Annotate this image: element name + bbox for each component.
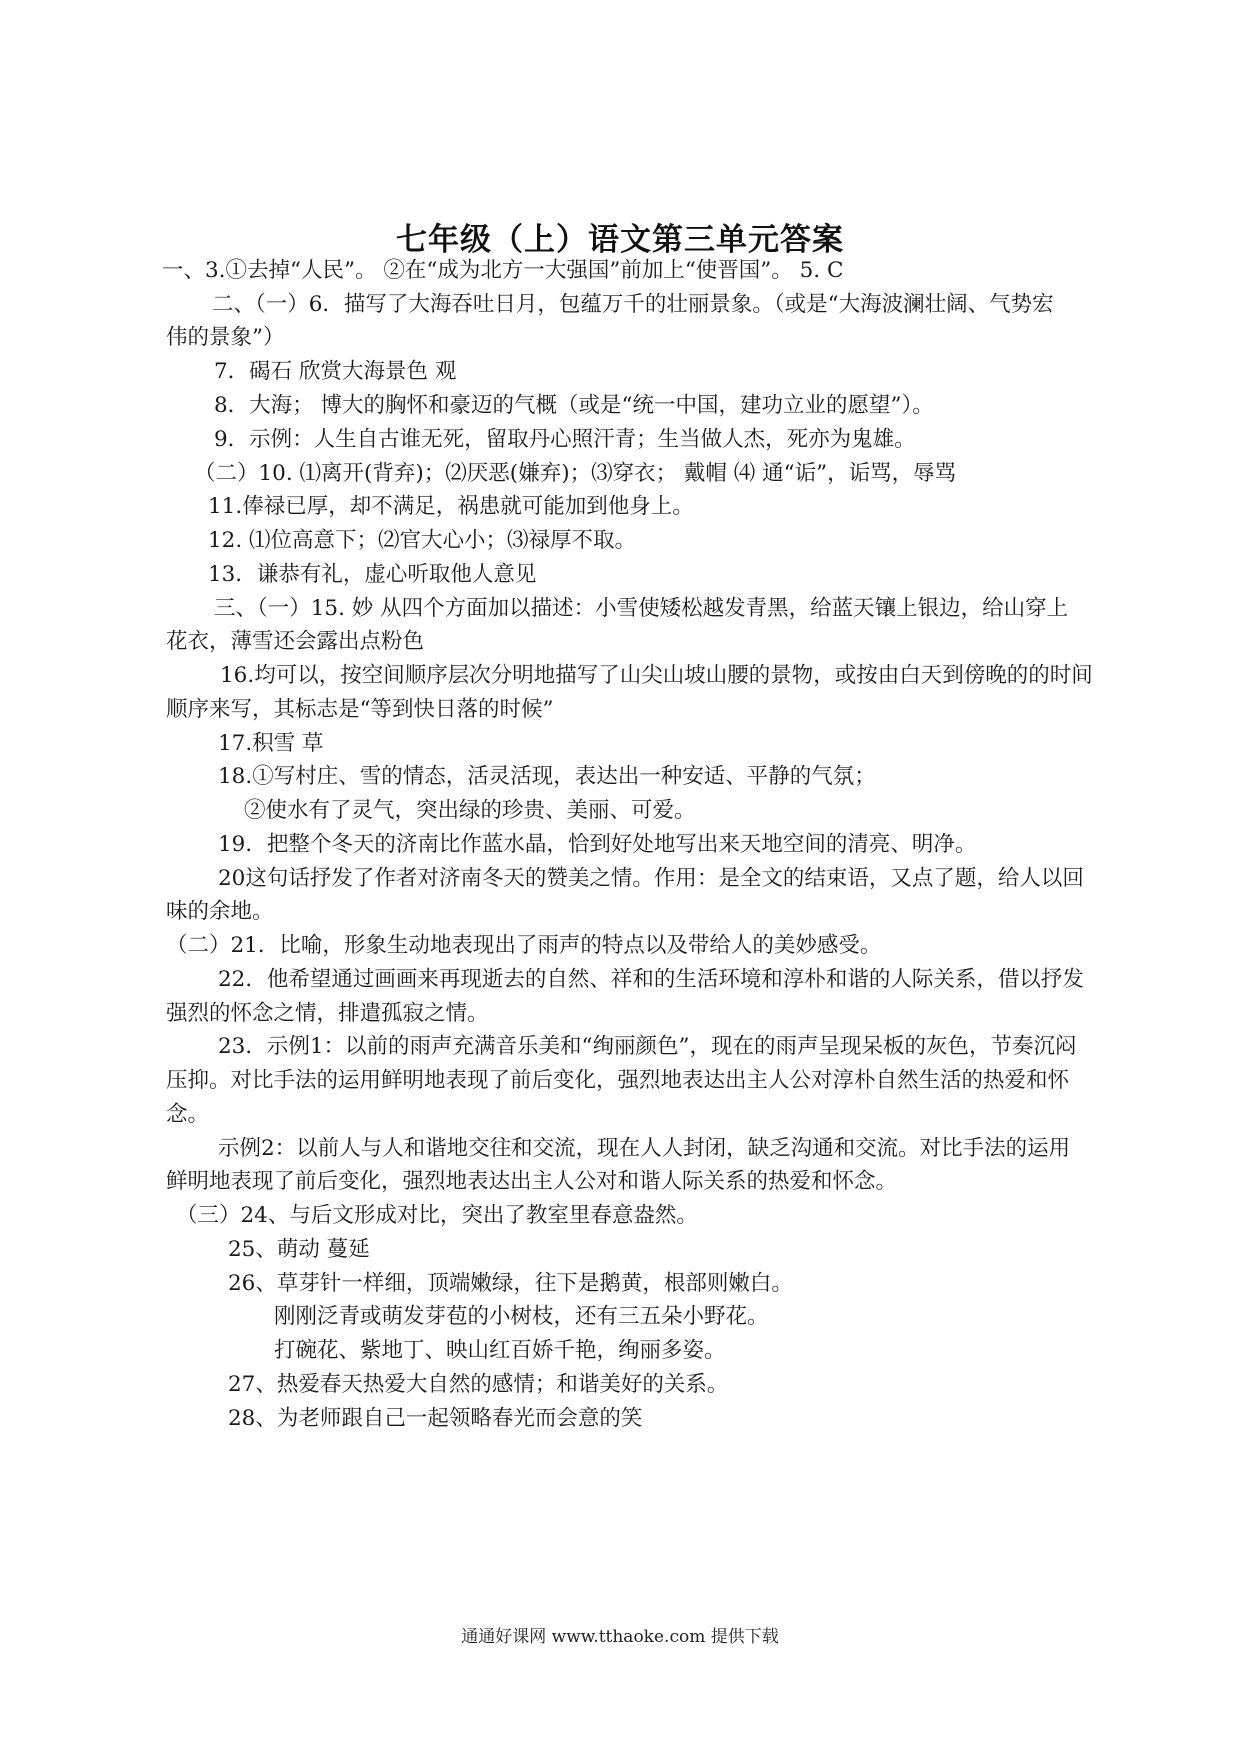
answer-line: 伟的景象”） [166,325,285,350]
answer-line: 23．示例1：以前的雨声充满音乐美和“绚丽颜色”，现在的雨声呈现呆板的灰色，节奏沉闷 [218,1034,1077,1059]
answer-line: 28、为老师跟自己一起领略春光而会意的笑 [228,1406,643,1431]
answer-line: 20这句话抒发了作者对济南冬天的赞美之情。作用：是全文的结束语，又点了题，给人以回 [218,866,1084,891]
answer-line: 花衣，薄雪还会露出点粉色 [166,629,425,654]
answer-line: 鲜明地表现了前后变化，强烈地表达出主人公对和谐人际关系的热爱和怀念。 [166,1169,898,1194]
answer-line: 22．他希望通过画画来再现逝去的自然、祥和的生活环境和淳朴和谐的人际关系，借以抒发 [218,967,1084,992]
footer-source: 通通好课网 www.tthaoke.com 提供下载 [461,1627,779,1647]
answer-line: 16.均可以，按空间顺序层次分明地描写了山尖山坡山腰的景物，或按由白天到傍晚的的时间 [220,663,1093,688]
answer-line: 二、（一）6．描写了大海吞吐日月，包蕴万千的壮丽景象。（或是“大海波澜壮阔、气势宏 [212,292,1054,317]
answer-line: 强烈的怀念之情，排遣孤寂之情。 [166,1001,489,1026]
answer-line: 刚刚泛青或萌发芽苞的小树枝，还有三五朵小野花。 [274,1304,769,1329]
answer-line: 压抑。对比手法的运用鲜明地表现了前后变化，强烈地表达出主人公对淳朴自然生活的热爱和怀 [166,1068,1070,1093]
answer-line: ②使水有了灵气，突出绿的珍贵、美丽、可爱。 [244,798,696,823]
answer-line: （三）24、与后文形成对比，突出了教室里春意盎然。 [176,1203,698,1228]
answer-line: 一、3.①去掉“人民”。 ②在“成为北方一大强国”前加上“使晋国”。 5. C [162,258,844,283]
answer-line: 18.①写村庄、雪的情态，活灵活现，表达出一种安适、平静的气氛； [218,764,876,789]
answer-line: 7．碣石 欣赏大海景色 观 [214,359,457,384]
answer-line: 27、热爱春天热爱大自然的感情；和谐美好的关系。 [228,1372,729,1397]
answer-line: 26、草芽针一样细，顶端嫩绿，往下是鹅黄，根部则嫩白。 [228,1271,793,1296]
answer-line: 念。 [166,1102,210,1127]
answer-line: （二）10. ⑴离开(背弃)；⑵厌恶(嫌弃)；⑶穿衣； 戴帽 ⑷ 通“诟”，诟骂，辱骂 [194,461,957,486]
answer-line: 示例2：以前人与人和谐地交往和交流，现在人人封闭，缺乏沟通和交流。对比手法的运用 [218,1136,1071,1161]
answer-line: 11.俸禄已厚，却不满足，祸患就可能加到他身上。 [208,494,694,519]
answer-line: 9．示例：人生自古谁无死，留取丹心照汗青；生当做人杰，死亦为鬼雄。 [214,427,916,452]
answer-line: 13．谦恭有礼，虚心听取他人意见 [208,562,537,587]
answer-line: 25、萌动 蔓延 [228,1237,370,1262]
answer-line: 打碗花、紫地丁、映山红百娇千艳，绚丽多姿。 [274,1338,726,1363]
answer-line: 12. ⑴位高意下；⑵官大心小；⑶禄厚不取。 [208,528,637,553]
answer-line: 三、（一）15. 妙 从四个方面加以描述：小雪使矮松越发青黑，给蓝天镶上银边，给山穿上 [214,596,1069,621]
answer-line: 17.积雪 草 [218,731,324,756]
answer-line: 19．把整个冬天的济南比作蓝水晶，恰到好处地写出来天地空间的清亮、明净。 [218,832,977,857]
answer-line: 8．大海； 博大的胸怀和豪迈的气概（或是“统一中国，建功立业的愿望”）。 [214,393,934,418]
answer-line: （二）21．比喻，形象生动地表现出了雨声的特点以及带给人的美妙感受。 [166,933,882,958]
page-title: 七年级（上）语文第三单元答案 [396,222,844,258]
answer-line: 味的余地。 [166,899,274,924]
answer-line: 顺序来写，其标志是“等到快日落的时候” [166,697,554,722]
